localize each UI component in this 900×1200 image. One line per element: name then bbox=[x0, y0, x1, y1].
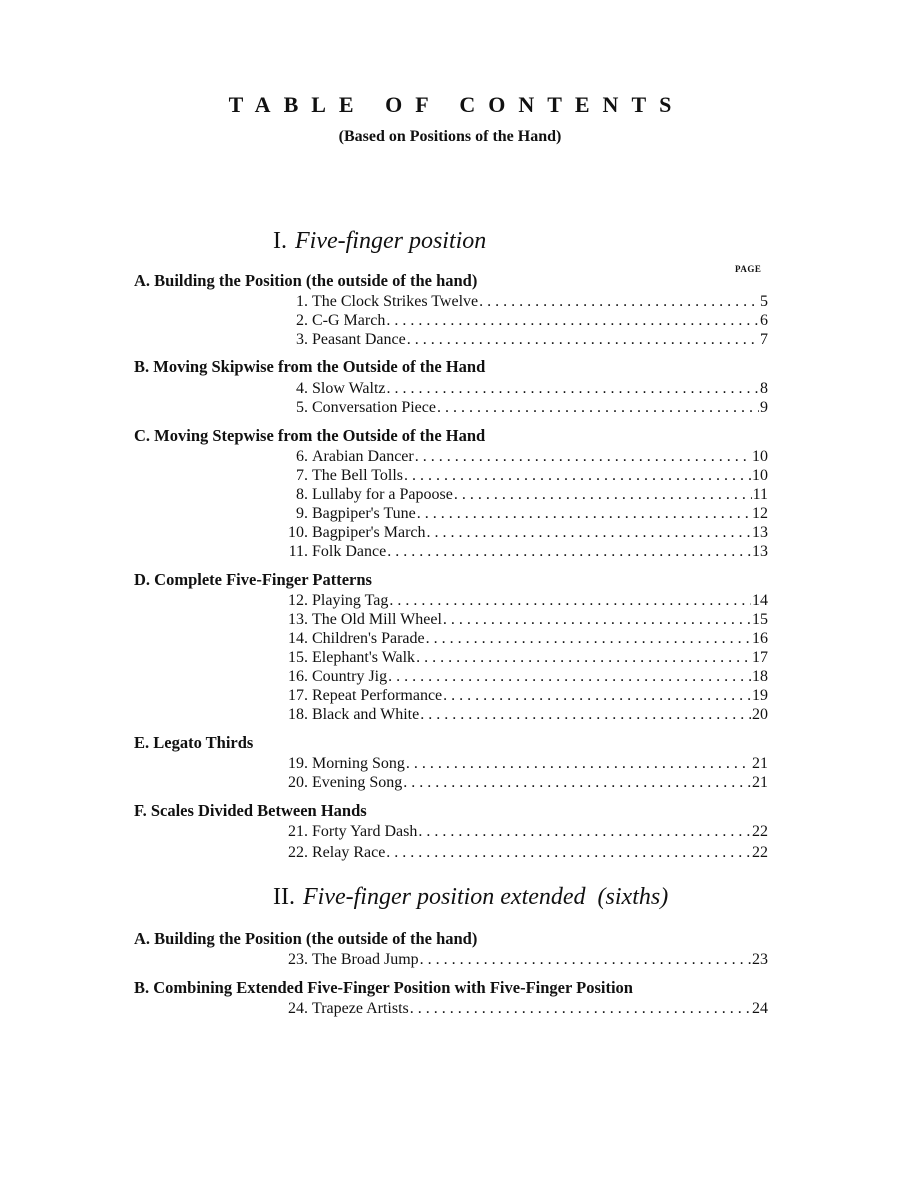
entry-number: 17. bbox=[288, 687, 308, 704]
entry-page: 5 bbox=[760, 293, 768, 310]
entry-title: Forty Yard Dash bbox=[312, 823, 418, 840]
leader-dots bbox=[420, 951, 751, 969]
toc-entry[interactable] bbox=[270, 467, 768, 487]
toc-entry[interactable] bbox=[270, 630, 768, 650]
entry-title: Children's Parade bbox=[312, 630, 425, 647]
entry-title: Conversation Piece bbox=[312, 399, 436, 416]
entry-number: 6. bbox=[296, 448, 308, 465]
entry-number: 20. bbox=[288, 774, 308, 791]
entry-page: 13 bbox=[752, 524, 768, 541]
entry-page: 10 bbox=[752, 448, 768, 465]
entry-number: 19. bbox=[288, 755, 308, 772]
entry-page: 14 bbox=[752, 592, 768, 609]
leader-dots bbox=[386, 312, 759, 330]
section-heading: C. Moving Stepwise from the Outside of the Hand bbox=[134, 426, 486, 445]
section-heading: B. Combining Extended Five-Finger Position with Five-Finger Position bbox=[134, 978, 633, 997]
part-title: Five-finger position bbox=[295, 228, 487, 254]
leader-dots bbox=[403, 774, 751, 792]
part-title: Five-finger position extended (sixths) bbox=[302, 884, 669, 910]
entry-title: Morning Song bbox=[312, 755, 405, 772]
entry-title: C-G March bbox=[312, 312, 386, 329]
entry-number: 15. bbox=[288, 649, 308, 666]
entry-number: 4. bbox=[296, 380, 308, 397]
section-heading: A. Building the Position (the outside of the hand) bbox=[134, 929, 478, 948]
toc-entry[interactable] bbox=[270, 1000, 768, 1020]
toc-entry[interactable] bbox=[270, 543, 768, 563]
entry-page: 7 bbox=[760, 331, 768, 348]
entry-title: Arabian Dancer bbox=[312, 448, 414, 465]
entry-page: 13 bbox=[752, 543, 768, 560]
entry-number: 9. bbox=[296, 505, 308, 522]
leader-dots bbox=[479, 293, 759, 311]
toc-entry[interactable] bbox=[270, 312, 768, 332]
entry-page: 9 bbox=[760, 399, 768, 416]
entry-number: 7. bbox=[296, 467, 308, 484]
entry-number: 16. bbox=[288, 668, 308, 685]
leader-dots bbox=[426, 630, 751, 648]
toc-entry[interactable] bbox=[270, 706, 768, 726]
toc-entry[interactable] bbox=[270, 844, 768, 864]
entry-page: 11 bbox=[752, 486, 768, 503]
toc-entry[interactable] bbox=[270, 668, 768, 688]
leader-dots bbox=[416, 649, 751, 667]
part-number: I. bbox=[273, 228, 287, 254]
toc-entry[interactable] bbox=[270, 331, 768, 351]
toc-entry[interactable] bbox=[270, 755, 768, 775]
toc-entry[interactable] bbox=[270, 486, 768, 506]
entry-title: Playing Tag bbox=[312, 592, 389, 609]
entry-number: 1. bbox=[296, 293, 308, 310]
entry-title: Peasant Dance bbox=[312, 331, 406, 348]
leader-dots bbox=[407, 331, 759, 349]
toc-entry[interactable] bbox=[270, 951, 768, 971]
entry-page: 18 bbox=[752, 668, 768, 685]
leader-dots bbox=[417, 505, 751, 523]
entry-title: Elephant's Walk bbox=[312, 649, 416, 666]
entry-number: 14. bbox=[288, 630, 308, 647]
entry-page: 12 bbox=[752, 505, 768, 522]
entry-title: Lullaby for a Papoose bbox=[312, 486, 453, 503]
entry-number: 24. bbox=[288, 1000, 308, 1017]
entry-page: 19 bbox=[752, 687, 768, 704]
entry-title: Slow Waltz bbox=[312, 380, 386, 397]
entry-number: 21. bbox=[288, 823, 308, 840]
section-heading: F. Scales Divided Between Hands bbox=[134, 801, 367, 820]
part-heading-1 bbox=[273, 228, 486, 255]
entry-page: 20 bbox=[752, 706, 768, 723]
entry-page: 16 bbox=[752, 630, 768, 647]
entry-title: Country Jig bbox=[312, 668, 388, 685]
section-heading: D. Complete Five-Finger Patterns bbox=[134, 570, 372, 589]
entry-number: 23. bbox=[288, 951, 308, 968]
toc-entry[interactable] bbox=[270, 524, 768, 544]
leader-dots bbox=[410, 1000, 751, 1018]
entry-title: The Old Mill Wheel bbox=[312, 611, 442, 628]
entry-title: Folk Dance bbox=[312, 543, 387, 560]
entry-number: 2. bbox=[296, 312, 308, 329]
leader-dots bbox=[387, 380, 759, 398]
entry-title: The Broad Jump bbox=[312, 951, 419, 968]
entry-page: 22 bbox=[752, 844, 768, 861]
toc-entry[interactable] bbox=[270, 448, 768, 468]
toc-entry[interactable] bbox=[270, 823, 768, 843]
toc-entry[interactable] bbox=[270, 649, 768, 669]
entry-title: Repeat Performance bbox=[312, 687, 443, 704]
leader-dots bbox=[406, 755, 751, 773]
entry-number: 8. bbox=[296, 486, 308, 503]
entry-number: 18. bbox=[288, 706, 308, 723]
entry-number: 5. bbox=[296, 399, 308, 416]
leader-dots bbox=[427, 524, 751, 542]
leader-dots bbox=[443, 687, 751, 705]
toc-entry[interactable] bbox=[270, 399, 768, 419]
entry-page: 17 bbox=[752, 649, 768, 666]
entry-page: 21 bbox=[752, 774, 768, 791]
section-heading: B. Moving Skipwise from the Outside of the Hand bbox=[134, 357, 486, 376]
leader-dots bbox=[386, 844, 751, 862]
entry-number: 12. bbox=[288, 592, 308, 609]
leader-dots bbox=[443, 611, 751, 629]
page-subtitle: (Based on Positions of the Hand) bbox=[338, 128, 562, 145]
toc-entry[interactable] bbox=[270, 505, 768, 525]
leader-dots bbox=[437, 399, 759, 417]
section-heading: A. Building the Position (the outside of the hand) bbox=[134, 271, 478, 290]
entry-number: 13. bbox=[288, 611, 308, 628]
toc-entry[interactable] bbox=[270, 774, 768, 794]
toc-entry[interactable] bbox=[270, 293, 768, 313]
entry-number: 10. bbox=[288, 524, 308, 541]
entry-title: The Clock Strikes Twelve bbox=[312, 293, 479, 310]
entry-title: Relay Race bbox=[312, 844, 386, 861]
entry-number: 22. bbox=[288, 844, 308, 861]
entry-number: 11. bbox=[288, 543, 308, 560]
leader-dots bbox=[415, 448, 751, 466]
entry-title: Trapeze Artists bbox=[312, 1000, 409, 1017]
toc-entry[interactable] bbox=[270, 611, 768, 631]
leader-dots bbox=[387, 543, 751, 561]
entry-page: 22 bbox=[752, 823, 768, 840]
entry-page: 15 bbox=[752, 611, 768, 628]
section-heading: E. Legato Thirds bbox=[134, 733, 254, 752]
toc-entry[interactable] bbox=[270, 380, 768, 400]
entry-page: 21 bbox=[752, 755, 768, 772]
entry-page: 24 bbox=[752, 1000, 768, 1017]
entry-page: 8 bbox=[760, 380, 768, 397]
entry-title: Bagpiper's March bbox=[312, 524, 426, 541]
entry-page: 23 bbox=[752, 951, 768, 968]
page-column-label: PAGE bbox=[735, 264, 762, 274]
entry-page: 10 bbox=[752, 467, 768, 484]
entry-page: 6 bbox=[760, 312, 768, 329]
part-number: II. bbox=[273, 884, 295, 910]
entry-title: Evening Song bbox=[312, 774, 403, 791]
entry-title: Black and White bbox=[312, 706, 420, 723]
leader-dots bbox=[404, 467, 751, 485]
leader-dots bbox=[418, 823, 751, 841]
toc-entry[interactable] bbox=[270, 592, 768, 612]
leader-dots bbox=[420, 706, 751, 724]
leader-dots bbox=[389, 592, 751, 610]
leader-dots bbox=[388, 668, 751, 686]
entry-number: 3. bbox=[296, 331, 308, 348]
leader-dots bbox=[454, 486, 752, 504]
toc-entry[interactable] bbox=[270, 687, 768, 707]
page-title: TABLE OF CONTENTS bbox=[228, 92, 685, 117]
entry-title: Bagpiper's Tune bbox=[312, 505, 416, 522]
part-heading-2 bbox=[273, 884, 668, 911]
entry-title: The Bell Tolls bbox=[312, 467, 404, 484]
